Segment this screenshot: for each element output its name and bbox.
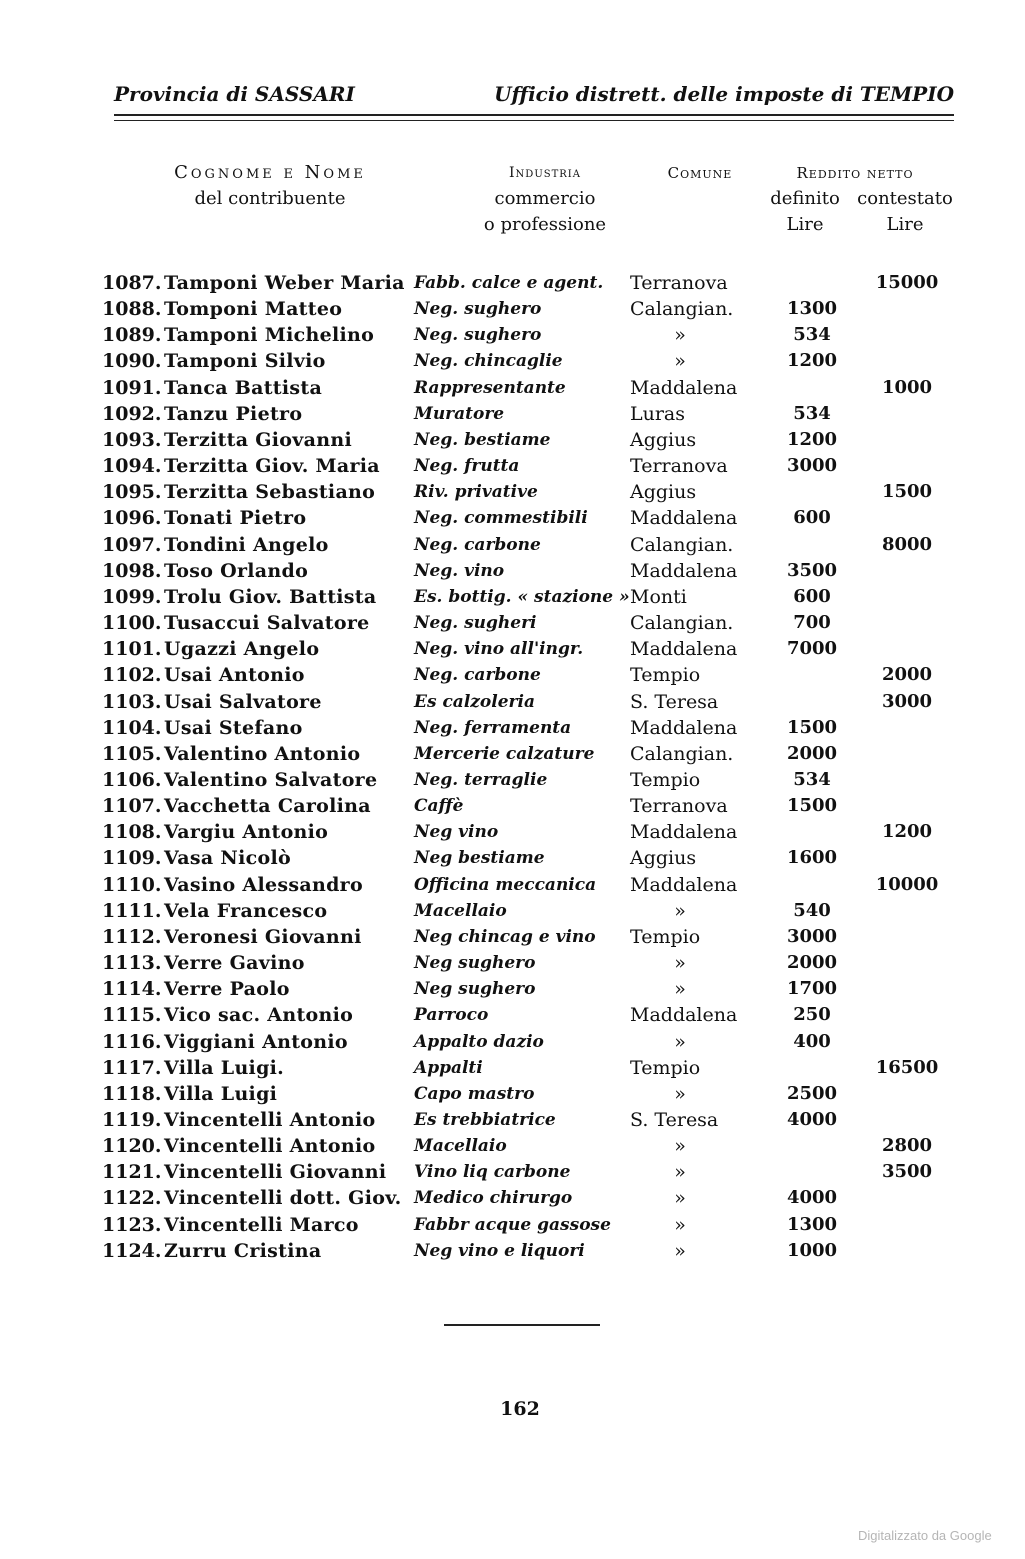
taxpayer-name: Verre Paolo: [164, 978, 290, 1001]
column-header-industry-sub2: o professione: [483, 214, 607, 235]
reddito-contestato-cell: 16500: [875, 1056, 939, 1078]
industry-cell: Medico chirurgo: [414, 1188, 573, 1209]
row-number: 1090.: [102, 350, 162, 373]
table-row: [102, 872, 962, 898]
industry-cell: Vino liq carbone: [414, 1162, 571, 1183]
column-header-contestato: contestato: [857, 188, 953, 209]
reddito-definito-cell: 1500: [786, 716, 838, 738]
row-number: 1096.: [102, 507, 162, 530]
row-number: 1095.: [102, 481, 162, 504]
row-number: 1097.: [102, 533, 162, 556]
column-header-reddito-title: Reddito netto: [796, 164, 914, 182]
column-header-name-title: Cognome e Nome: [174, 162, 366, 183]
comune-cell: Aggius: [630, 428, 697, 451]
taxpayer-name: Vargiu Antonio: [164, 821, 329, 844]
comune-cell: »: [674, 350, 686, 373]
industry-cell: Neg. chincaglie: [414, 351, 563, 372]
row-number: 1124.: [102, 1239, 162, 1262]
table-row: [102, 924, 962, 950]
row-number: 1087.: [102, 272, 162, 294]
taxpayer-name: Villa Luigi: [164, 1082, 278, 1105]
row-number: 1088.: [102, 298, 162, 321]
table-row: [102, 1002, 962, 1028]
comune-cell: »: [674, 1082, 686, 1105]
taxpayer-name: Tonati Pietro: [164, 507, 307, 530]
comune-cell: Aggius: [630, 481, 697, 504]
table-row: [102, 741, 962, 767]
reddito-definito-cell: 1200: [786, 428, 838, 450]
reddito-definito-cell: 1000: [786, 1239, 838, 1261]
industry-cell: Riv. privative: [414, 482, 538, 503]
reddito-definito-cell: 1300: [786, 298, 838, 320]
row-number: 1121.: [102, 1161, 162, 1184]
table-row: [102, 505, 962, 531]
page-header: [114, 82, 954, 114]
table-row: [102, 427, 962, 453]
comune-cell: »: [674, 1239, 686, 1262]
table-row: [102, 1238, 962, 1264]
table-row: [102, 793, 962, 819]
page-number: 162: [500, 1398, 540, 1420]
taxpayer-name: Vacchetta Carolina: [164, 795, 371, 818]
taxpayer-name: Vela Francesco: [164, 899, 328, 922]
table-row: [102, 819, 962, 845]
row-number: 1116.: [102, 1030, 162, 1053]
comune-cell: Tempio: [630, 1056, 701, 1079]
row-number: 1108.: [102, 821, 162, 844]
industry-cell: Es trebbiatrice: [414, 1110, 556, 1130]
table-row: [102, 558, 962, 584]
comune-cell: »: [674, 324, 686, 347]
taxpayer-name: Tamponi Michelino: [164, 324, 375, 347]
row-number: 1110.: [102, 873, 162, 896]
industry-cell: Neg. sughero: [414, 299, 542, 320]
taxpayer-name: Terzitta Giovanni: [164, 428, 352, 451]
taxpayer-name: Terzitta Giov. Maria: [164, 455, 380, 478]
reddito-definito-cell: 600: [793, 585, 831, 607]
industry-cell: Neg sughero: [414, 979, 536, 1000]
table-row: [102, 584, 962, 610]
table-row: [102, 401, 962, 427]
table-row: [102, 1185, 962, 1211]
reddito-definito-cell: 534: [793, 768, 831, 790]
row-number: 1112.: [102, 925, 162, 948]
industry-cell: Neg. bestiame: [414, 429, 551, 450]
taxpayer-name: Terzitta Sebastiano: [164, 481, 376, 504]
comune-cell: Monti: [630, 585, 687, 608]
row-number: 1106.: [102, 768, 162, 791]
comune-cell: Maddalena: [630, 821, 738, 844]
reddito-definito-cell: 2500: [786, 1082, 838, 1104]
table-row: [102, 715, 962, 741]
industry-cell: Neg. vino: [414, 560, 505, 581]
taxpayer-name: Usai Salvatore: [164, 690, 322, 713]
comune-cell: Maddalena: [630, 716, 738, 739]
reddito-contestato-cell: 10000: [875, 873, 939, 895]
column-header-comune-title: Comune: [667, 164, 733, 182]
table-row: [102, 1212, 962, 1238]
taxpayer-name: Tomponi Matteo: [164, 298, 343, 321]
reddito-definito-cell: 1300: [786, 1213, 838, 1235]
comune-cell: »: [674, 1135, 686, 1158]
taxpayer-table: [102, 270, 962, 1264]
industry-cell: Appalto dazio: [414, 1031, 544, 1052]
comune-cell: »: [674, 1187, 686, 1210]
row-number: 1109.: [102, 847, 162, 870]
table-row: [102, 322, 962, 348]
reddito-contestato-cell: 2000: [881, 664, 933, 686]
reddito-definito-cell: 540: [793, 899, 831, 921]
table-row: [102, 1133, 962, 1159]
reddito-definito-cell: 250: [793, 1004, 831, 1026]
row-number: 1105.: [102, 742, 162, 765]
table-row: [102, 950, 962, 976]
reddito-contestato-cell: 1200: [881, 821, 933, 843]
table-row: [102, 662, 962, 688]
table-row: [102, 296, 962, 322]
row-number: 1102.: [102, 664, 162, 687]
row-number: 1118.: [102, 1082, 162, 1105]
column-header-industry-sub1: commercio: [494, 188, 596, 209]
reddito-definito-cell: 4000: [786, 1109, 838, 1130]
taxpayer-name: Usai Antonio: [164, 664, 305, 687]
comune-cell: Maddalena: [630, 559, 738, 582]
row-number: 1094.: [102, 455, 162, 478]
industry-cell: Neg. terraglie: [414, 769, 548, 790]
reddito-definito-cell: 534: [793, 324, 831, 346]
taxpayer-name: Ugazzi Angelo: [164, 638, 320, 661]
reddito-definito-cell: 534: [793, 402, 831, 424]
reddito-definito-cell: 1600: [786, 847, 838, 869]
column-header-industry-title: Industria: [509, 165, 581, 181]
table-row: [102, 689, 962, 715]
table-row: [102, 610, 962, 636]
taxpayer-name: Vico sac. Antonio: [164, 1004, 354, 1027]
taxpayer-name: Vasino Alessandro: [164, 873, 363, 896]
taxpayer-name: Valentino Antonio: [164, 742, 361, 765]
taxpayer-name: Verre Gavino: [164, 952, 305, 975]
row-number: 1123.: [102, 1213, 162, 1236]
taxpayer-name: Vasa Nicolò: [164, 847, 291, 870]
table-row: [102, 348, 962, 374]
reddito-definito-cell: 3000: [786, 925, 838, 947]
row-number: 1107.: [102, 795, 162, 818]
reddito-contestato-cell: 2800: [881, 1135, 933, 1157]
comune-cell: S. Teresa: [630, 1109, 719, 1131]
taxpayer-name: Tanzu Pietro: [164, 402, 303, 425]
industry-cell: Neg chincag e vino: [414, 926, 596, 947]
taxpayer-name: Villa Luigi.: [164, 1056, 285, 1079]
industry-cell: Neg vino e liquori: [414, 1240, 585, 1261]
table-row: [102, 479, 962, 505]
industry-cell: Capo mastro: [414, 1083, 535, 1104]
taxpayer-name: Vincentelli Antonio: [164, 1135, 376, 1158]
table-row: [102, 453, 962, 479]
reddito-contestato-cell: 15000: [875, 272, 939, 293]
taxpayer-name: Tamponi Silvio: [164, 350, 326, 373]
industry-cell: Neg. carbone: [414, 534, 541, 555]
row-number: 1122.: [102, 1187, 162, 1210]
column-header-units: [755, 212, 955, 238]
reddito-definito-cell: 3000: [786, 455, 838, 477]
comune-cell: Maddalena: [630, 1004, 738, 1027]
taxpayer-name: Tusaccui Salvatore: [164, 612, 370, 635]
header-rule: [114, 114, 954, 121]
reddito-definito-cell: 2000: [786, 742, 838, 764]
end-rule: [444, 1324, 600, 1326]
comune-cell: Tempio: [630, 664, 701, 687]
taxpayer-name: Vincentelli dott. Giov.: [164, 1187, 402, 1210]
industry-cell: Macellaio: [414, 900, 507, 921]
table-row: [102, 1029, 962, 1055]
comune-cell: Maddalena: [630, 638, 738, 661]
taxpayer-name: Trolu Giov. Battista: [164, 585, 377, 608]
industry-cell: Neg. frutta: [414, 456, 520, 477]
industry-cell: Es. bottig. « stazione »: [414, 586, 630, 607]
reddito-contestato-cell: 1000: [881, 376, 933, 398]
taxpayer-name: Viggiani Antonio: [164, 1030, 348, 1053]
row-number: 1114.: [102, 978, 162, 1001]
taxpayer-name: Zurru Cristina: [164, 1239, 322, 1262]
taxpayer-name: Toso Orlando: [164, 559, 309, 582]
industry-cell: Neg. commestibili: [414, 508, 588, 529]
table-row: [102, 1081, 962, 1107]
industry-cell: Fabb. calce e agent.: [414, 273, 604, 293]
comune-cell: »: [674, 1161, 686, 1184]
reddito-contestato-cell: 3500: [881, 1161, 933, 1183]
reddito-definito-cell: 1500: [786, 795, 838, 817]
comune-cell: Calangian.: [630, 742, 734, 765]
industry-cell: Neg sughero: [414, 953, 536, 974]
row-number: 1117.: [102, 1056, 162, 1079]
row-number: 1111.: [102, 899, 162, 922]
comune-cell: »: [674, 1213, 686, 1236]
row-number: 1115.: [102, 1004, 162, 1027]
taxpayer-name: Vincentelli Antonio: [164, 1109, 376, 1131]
industry-cell: Neg. sughero: [414, 325, 542, 346]
row-number: 1113.: [102, 952, 162, 975]
comune-cell: Calangian.: [630, 612, 734, 635]
industry-cell: Neg vino: [414, 822, 499, 843]
row-number: 1101.: [102, 638, 162, 661]
row-number: 1100.: [102, 612, 162, 635]
column-header-name: [150, 160, 390, 212]
industry-cell: Neg. vino all'ingr.: [414, 639, 584, 660]
row-number: 1098.: [102, 559, 162, 582]
table-row: [102, 1107, 962, 1133]
comune-cell: Terranova: [630, 272, 728, 294]
reddito-contestato-cell: 1500: [881, 481, 933, 503]
comune-cell: »: [674, 978, 686, 1001]
digitization-watermark: Digitalizzato da Google: [858, 1528, 992, 1543]
header-office: Ufficio distrett. delle imposte di TEMPIO: [494, 82, 954, 106]
reddito-definito-cell: 2000: [786, 952, 838, 974]
industry-cell: Appalti: [414, 1057, 483, 1078]
industry-cell: Officina meccanica: [414, 874, 597, 895]
reddito-contestato-cell: 3000: [881, 690, 933, 712]
row-number: 1099.: [102, 585, 162, 608]
table-row: [102, 767, 962, 793]
table-row: [102, 976, 962, 1002]
industry-cell: Macellaio: [414, 1136, 507, 1157]
comune-cell: S. Teresa: [630, 690, 719, 713]
comune-cell: Terranova: [630, 455, 728, 478]
row-number: 1104.: [102, 716, 162, 739]
column-header-industry: [445, 160, 645, 238]
row-number: 1092.: [102, 402, 162, 425]
column-header-definito: definito: [770, 188, 840, 209]
taxpayer-name: Tondini Angelo: [164, 533, 329, 556]
industry-cell: Mercerie calzature: [414, 743, 595, 764]
comune-cell: Luras: [630, 402, 686, 425]
table-row: [102, 1159, 962, 1185]
row-number: 1091.: [102, 376, 162, 399]
row-number: 1093.: [102, 428, 162, 451]
reddito-definito-cell: 1200: [786, 350, 838, 372]
comune-cell: »: [674, 952, 686, 975]
industry-cell: Parroco: [414, 1005, 489, 1026]
industry-cell: Es calzoleria: [414, 691, 535, 712]
column-header-name-sub: del contribuente: [194, 188, 346, 209]
taxpayer-name: Veronesi Giovanni: [164, 925, 362, 948]
column-header-comune: [650, 160, 750, 186]
comune-cell: Maddalena: [630, 376, 738, 399]
row-number: 1119.: [102, 1109, 162, 1131]
taxpayer-name: Vincentelli Marco: [164, 1213, 359, 1236]
comune-cell: »: [674, 1030, 686, 1053]
taxpayer-name: Valentino Salvatore: [164, 768, 378, 791]
comune-cell: Tempio: [630, 768, 701, 791]
column-header-contestato-unit: Lire: [886, 214, 924, 235]
reddito-definito-cell: 400: [793, 1030, 831, 1052]
table-row: [102, 270, 962, 296]
table-row: [102, 845, 962, 871]
table-row: [102, 636, 962, 662]
comune-cell: Aggius: [630, 847, 697, 870]
comune-cell: Calangian.: [630, 298, 734, 321]
industry-cell: Neg. sugheri: [414, 613, 537, 634]
comune-cell: »: [674, 899, 686, 922]
column-header-definito-unit: Lire: [786, 214, 824, 235]
taxpayer-name: Tanca Battista: [164, 376, 323, 399]
industry-cell: Neg bestiame: [414, 848, 545, 869]
reddito-definito-cell: 7000: [786, 638, 838, 660]
column-header-reddito: [755, 160, 955, 238]
header-province: Provincia di SASSARI: [114, 82, 355, 106]
industry-cell: Muratore: [414, 403, 505, 424]
industry-cell: Neg. carbone: [414, 665, 541, 686]
row-number: 1120.: [102, 1135, 162, 1158]
reddito-definito-cell: 3500: [786, 559, 838, 581]
reddito-definito-cell: 1700: [786, 978, 838, 1000]
column-header-reddito-sub: [755, 186, 955, 212]
row-number: 1103.: [102, 690, 162, 713]
table-row: [102, 1055, 962, 1081]
table-row: [102, 375, 962, 401]
reddito-contestato-cell: 8000: [881, 533, 933, 555]
reddito-definito-cell: 600: [793, 507, 831, 529]
comune-cell: Terranova: [630, 795, 728, 818]
industry-cell: Fabbr acque gassose: [414, 1214, 611, 1235]
taxpayer-name: Usai Stefano: [164, 716, 303, 739]
taxpayer-name: Tamponi Weber Maria: [164, 272, 405, 294]
table-row: [102, 532, 962, 558]
industry-cell: Caffè: [414, 796, 464, 817]
table-row: [102, 898, 962, 924]
comune-cell: Maddalena: [630, 507, 738, 530]
row-number: 1089.: [102, 324, 162, 347]
reddito-definito-cell: 4000: [786, 1187, 838, 1209]
comune-cell: Maddalena: [630, 873, 738, 896]
reddito-definito-cell: 700: [793, 612, 831, 634]
comune-cell: Calangian.: [630, 533, 734, 556]
taxpayer-name: Vincentelli Giovanni: [164, 1161, 387, 1184]
industry-cell: Rappresentante: [414, 377, 566, 398]
industry-cell: Neg. ferramenta: [414, 717, 572, 738]
comune-cell: Tempio: [630, 925, 701, 948]
